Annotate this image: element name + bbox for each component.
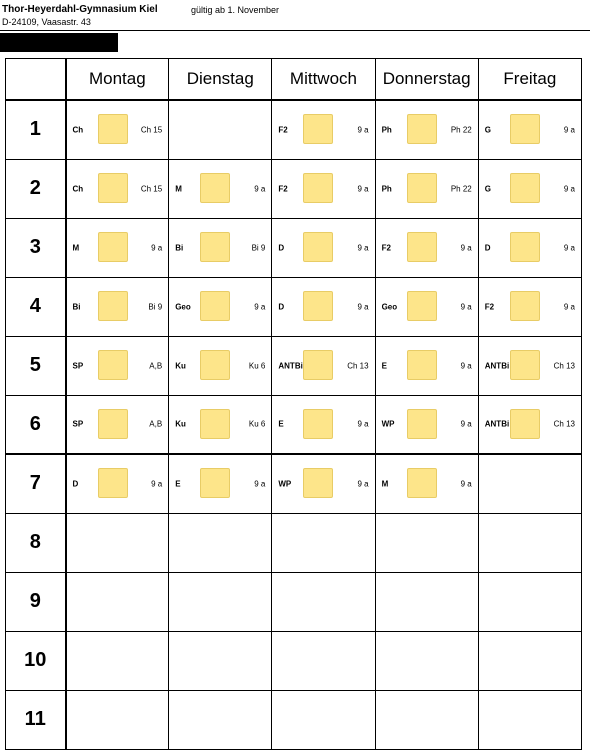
lesson-slot-box	[98, 409, 128, 439]
room-label: Ku 6	[248, 361, 266, 371]
lesson-cell[interactable]	[478, 218, 581, 277]
lesson-cell[interactable]	[66, 159, 169, 218]
subject-label: ANTBi	[484, 361, 510, 371]
subject-label: ANTBi	[278, 361, 303, 371]
subject-label: D	[484, 243, 491, 253]
subject-label: Geo	[175, 302, 191, 312]
lesson-slot-box	[98, 114, 128, 144]
lesson-cell[interactable]	[375, 277, 478, 336]
period-row	[6, 100, 582, 159]
room-label: 9 a	[151, 243, 163, 253]
empty-cell	[375, 631, 478, 690]
period-row	[6, 454, 582, 513]
room-label: 9 a	[460, 419, 472, 429]
empty-cell	[169, 690, 272, 749]
lesson-cell[interactable]	[478, 395, 581, 454]
subject-label: D	[72, 479, 79, 489]
subject-label: G	[484, 184, 491, 194]
period-number: 5	[6, 336, 66, 395]
subject-label: E	[175, 479, 181, 489]
lesson-cell[interactable]	[272, 454, 375, 513]
period-row	[6, 572, 582, 631]
period-number: 8	[6, 513, 66, 572]
lesson-slot-box	[407, 468, 437, 498]
period-number: 11	[6, 690, 66, 749]
empty-cell	[169, 513, 272, 572]
empty-cell	[478, 572, 581, 631]
empty-cell	[478, 690, 581, 749]
lesson-slot-box	[510, 409, 540, 439]
room-label: Bi 9	[251, 243, 266, 253]
room-label: 9 a	[563, 302, 575, 312]
subject-label: Ph	[381, 125, 392, 135]
room-label: 9 a	[357, 419, 369, 429]
period-row	[6, 277, 582, 336]
empty-cell	[272, 572, 375, 631]
school-name: Thor-Heyerdahl-Gymnasium Kiel	[2, 4, 158, 15]
empty-cell	[478, 513, 581, 572]
subject-label: WP	[381, 419, 395, 429]
empty-cell	[169, 572, 272, 631]
subject-label: F2	[484, 302, 495, 312]
school-address: D-24109, Vaasastr. 43	[2, 17, 91, 27]
period-row	[6, 336, 582, 395]
period-number: 6	[6, 395, 66, 454]
lesson-slot-box	[98, 468, 128, 498]
lesson-cell[interactable]	[169, 277, 272, 336]
subject-label: SP	[72, 361, 84, 371]
header-divider	[0, 30, 590, 31]
period-number: 9	[6, 572, 66, 631]
room-label: 9 a	[460, 479, 472, 489]
subject-label: Bi	[72, 302, 81, 312]
period-row	[6, 513, 582, 572]
room-label: 9 a	[357, 243, 369, 253]
subject-label: SP	[72, 419, 84, 429]
room-label: 9 a	[460, 243, 472, 253]
subject-label: G	[484, 125, 491, 135]
empty-cell	[478, 631, 581, 690]
room-label: 9 a	[563, 243, 575, 253]
lesson-cell[interactable]	[375, 100, 478, 159]
lesson-slot-box	[303, 350, 333, 380]
subject-label: Ch	[72, 184, 84, 194]
period-number: 1	[6, 100, 66, 159]
room-label: 9 a	[563, 184, 575, 194]
lesson-cell[interactable]	[66, 218, 169, 277]
period-row	[6, 631, 582, 690]
room-label: 9 a	[460, 302, 472, 312]
lesson-cell[interactable]	[375, 218, 478, 277]
empty-cell	[66, 690, 169, 749]
day-header-tuesday: Dienstag	[169, 59, 272, 101]
room-label: 9 a	[357, 302, 369, 312]
period-number: 2	[6, 159, 66, 218]
lesson-slot-box	[510, 291, 540, 321]
lesson-slot-box	[200, 232, 230, 262]
empty-cell	[375, 690, 478, 749]
lesson-slot-box	[510, 173, 540, 203]
subject-label: D	[278, 302, 285, 312]
period-number: 3	[6, 218, 66, 277]
room-label: 9 a	[254, 184, 266, 194]
subject-label: M	[175, 184, 182, 194]
period-row	[6, 218, 582, 277]
lesson-cell[interactable]	[272, 218, 375, 277]
lesson-slot-box	[303, 409, 333, 439]
empty-cell	[375, 572, 478, 631]
lesson-slot-box	[200, 173, 230, 203]
subject-label: Ku	[175, 361, 186, 371]
period-row	[6, 395, 582, 454]
subject-label: F2	[278, 184, 288, 194]
room-label: 9 a	[254, 479, 266, 489]
lesson-cell[interactable]	[169, 218, 272, 277]
timetable	[5, 58, 582, 750]
lesson-slot-box	[200, 468, 230, 498]
lesson-cell[interactable]	[66, 395, 169, 454]
subject-label: E	[381, 361, 387, 371]
day-header-thursday: Donnerstag	[375, 59, 478, 101]
lesson-slot-box	[407, 114, 437, 144]
room-label: Ch 13	[347, 361, 369, 371]
room-label: Bi 9	[148, 302, 163, 312]
lesson-slot-box	[303, 468, 333, 498]
subject-label: Ku	[175, 419, 186, 429]
lesson-slot-box	[407, 291, 437, 321]
day-header-row	[6, 59, 582, 101]
lesson-slot-box	[200, 409, 230, 439]
empty-cell	[272, 631, 375, 690]
lesson-cell[interactable]	[272, 395, 375, 454]
room-label: 9 a	[357, 479, 369, 489]
lesson-slot-box	[510, 114, 540, 144]
subject-label: WP	[278, 479, 292, 489]
lesson-slot-box	[407, 409, 437, 439]
lesson-cell[interactable]	[375, 454, 478, 513]
lesson-slot-box	[303, 173, 333, 203]
subject-label: Ph	[381, 184, 392, 194]
subject-label: Geo	[381, 302, 398, 312]
subject-label: M	[72, 243, 80, 253]
subject-label: F2	[278, 125, 288, 135]
lesson-cell[interactable]	[169, 159, 272, 218]
lesson-cell[interactable]	[169, 395, 272, 454]
room-label: A,B	[149, 361, 163, 371]
lesson-cell[interactable]	[272, 336, 375, 395]
lesson-cell[interactable]	[375, 159, 478, 218]
period-number: 10	[6, 631, 66, 690]
subject-label: M	[381, 479, 389, 489]
room-label: Ch 13	[553, 361, 575, 371]
lesson-cell[interactable]	[66, 277, 169, 336]
room-label: 9 a	[357, 184, 369, 194]
lesson-cell[interactable]	[272, 100, 375, 159]
empty-cell	[169, 631, 272, 690]
lesson-cell[interactable]	[375, 336, 478, 395]
lesson-cell[interactable]	[478, 159, 581, 218]
redaction-bar	[0, 33, 118, 52]
corner-cell	[6, 59, 66, 101]
day-header-monday: Montag	[66, 59, 169, 101]
empty-cell	[272, 513, 375, 572]
empty-cell	[66, 572, 169, 631]
lesson-cell[interactable]	[272, 159, 375, 218]
lesson-slot-box	[303, 114, 333, 144]
validity-note: gültig ab 1. November	[191, 5, 280, 15]
lesson-slot-box	[510, 350, 540, 380]
timetable-body	[6, 100, 582, 750]
lesson-slot-box	[407, 232, 437, 262]
lesson-slot-box	[200, 291, 230, 321]
lesson-slot-box	[98, 173, 128, 203]
subject-label: F2	[381, 243, 391, 253]
lesson-slot-box	[407, 350, 437, 380]
day-header-wednesday: Mittwoch	[272, 59, 375, 101]
empty-cell	[272, 690, 375, 749]
subject-label: D	[278, 243, 285, 253]
period-row	[6, 159, 582, 218]
empty-cell	[66, 631, 169, 690]
empty-cell	[66, 513, 169, 572]
lesson-cell[interactable]	[169, 454, 272, 513]
subject-label: ANTBi	[484, 419, 510, 429]
lesson-slot-box	[98, 232, 128, 262]
lesson-cell[interactable]	[478, 100, 581, 159]
lesson-slot-box	[98, 350, 128, 380]
lesson-cell[interactable]	[169, 336, 272, 395]
lesson-cell[interactable]	[272, 277, 375, 336]
lesson-slot-box	[510, 232, 540, 262]
period-number: 4	[6, 277, 66, 336]
lesson-cell[interactable]	[66, 336, 169, 395]
period-row	[6, 690, 582, 749]
lesson-slot-box	[200, 350, 230, 380]
room-label: Ch 15	[140, 125, 163, 135]
room-label: 9 a	[460, 361, 472, 371]
empty-cell	[169, 100, 272, 159]
subject-label: E	[278, 419, 284, 429]
lesson-slot-box	[303, 232, 333, 262]
room-label: Ch 13	[553, 419, 575, 429]
lesson-cell[interactable]	[66, 100, 169, 159]
lesson-cell[interactable]	[478, 277, 581, 336]
subject-label: Bi	[175, 243, 184, 253]
lesson-cell[interactable]	[478, 336, 581, 395]
lesson-slot-box	[303, 291, 333, 321]
lesson-cell[interactable]	[66, 454, 169, 513]
room-label: 9 a	[254, 302, 266, 312]
room-label: 9 a	[563, 125, 575, 135]
room-label: Ch 15	[140, 184, 163, 194]
room-label: A,B	[149, 419, 163, 429]
room-label: Ph 22	[450, 184, 472, 194]
room-label: 9 a	[151, 479, 163, 489]
empty-cell	[478, 454, 581, 513]
lesson-slot-box	[407, 173, 437, 203]
room-label: Ph 22	[450, 125, 472, 135]
lesson-slot-box	[98, 291, 128, 321]
room-label: 9 a	[357, 125, 369, 135]
day-header-friday: Freitag	[478, 59, 581, 101]
period-number: 7	[6, 454, 66, 513]
lesson-cell[interactable]	[375, 395, 478, 454]
empty-cell	[375, 513, 478, 572]
room-label: Ku 6	[248, 419, 266, 429]
subject-label: Ch	[72, 125, 84, 135]
